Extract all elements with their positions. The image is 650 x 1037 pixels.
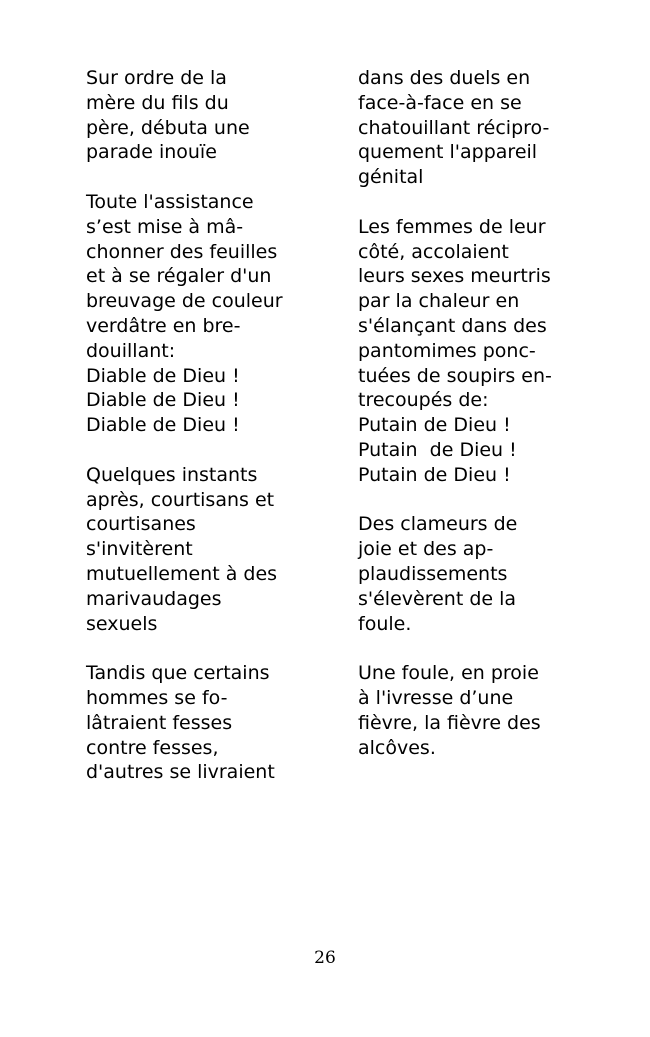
text-line: fièvre, la fièvre des — [358, 711, 541, 734]
text-line: et à se régaler d'un — [86, 265, 272, 288]
text-line: verdâtre en bre- — [86, 314, 241, 337]
text-line: sexuels — [86, 612, 158, 635]
text-line: Toute l'assistance — [86, 190, 254, 213]
text-line: joie et des ap- — [358, 538, 494, 561]
text-line: parade inouïe — [86, 141, 217, 164]
text-line: tuées de soupirs en- — [358, 364, 552, 387]
text-line: face-à-face en se — [358, 91, 522, 114]
text-line: Diable de Dieu ! — [86, 414, 240, 437]
text-line: pantomimes ponc- — [358, 339, 536, 362]
text-line: Putain de Dieu ! — [358, 463, 511, 486]
stanza — [86, 190, 316, 438]
text-line: hommes se fo- — [86, 686, 228, 709]
stanza — [358, 661, 588, 760]
text-line: Une foule, en proie — [358, 662, 539, 685]
text-line: chatouillant récipro- — [358, 116, 550, 139]
text-line: par la chaleur en — [358, 290, 520, 313]
text-line: Quelques instants — [86, 463, 258, 486]
text-line: Tandis que certains — [86, 662, 270, 685]
text-line: après, courtisans et — [86, 488, 275, 511]
text-line: foule. — [358, 612, 412, 635]
text-line: contre fesses, — [86, 736, 219, 759]
text-line: s'élançant dans des — [358, 314, 547, 337]
stanza — [86, 463, 316, 637]
right-text-column — [358, 66, 588, 785]
text-line: breuvage de couleur — [86, 290, 283, 313]
text-line: Putain de Dieu ! — [358, 414, 511, 437]
text-line: Diable de Dieu ! — [86, 389, 240, 412]
text-line: mère du fils du — [86, 91, 229, 114]
text-line: Les femmes de leur — [358, 215, 546, 238]
text-line: douillant: — [86, 339, 176, 362]
text-line: Diable de Dieu ! — [86, 364, 240, 387]
text-line: s’est mise à mâ- — [86, 215, 244, 238]
text-line: à l'ivresse d’une — [358, 686, 514, 709]
text-line: courtisanes — [86, 513, 196, 536]
text-line: s'élevèrent de la — [358, 587, 517, 610]
text-line: père, débuta une — [86, 116, 250, 139]
stanza — [86, 66, 316, 165]
text-line: lâtraient fesses — [86, 711, 233, 734]
text-line: s'invitèrent — [86, 538, 193, 561]
text-line: dans des duels en — [358, 67, 531, 89]
text-line: Sur ordre de la — [86, 67, 227, 89]
text-line: mutuellement à des — [86, 562, 278, 585]
text-line: Putain de Dieu ! — [358, 438, 517, 461]
text-line: chonner des feuilles — [86, 240, 278, 263]
text-line: génital — [358, 166, 424, 189]
text-line: leurs sexes meurtris — [358, 265, 551, 288]
page-number: 26 — [314, 948, 336, 968]
text-line: marivaudages — [86, 587, 222, 610]
stanza — [358, 66, 588, 190]
left-text-column — [86, 66, 316, 810]
text-line: d'autres se livraient — [86, 761, 275, 784]
text-line: plaudissements — [358, 562, 508, 585]
text-line: Des clameurs de — [358, 513, 518, 536]
text-line: trecoupés de: — [358, 389, 489, 412]
stanza — [86, 661, 316, 785]
text-line: alcôves. — [358, 736, 436, 759]
text-line: côté, accolaient — [358, 240, 509, 263]
text-line: quement l'appareil — [358, 141, 538, 164]
stanza — [358, 512, 588, 636]
stanza — [358, 215, 588, 488]
